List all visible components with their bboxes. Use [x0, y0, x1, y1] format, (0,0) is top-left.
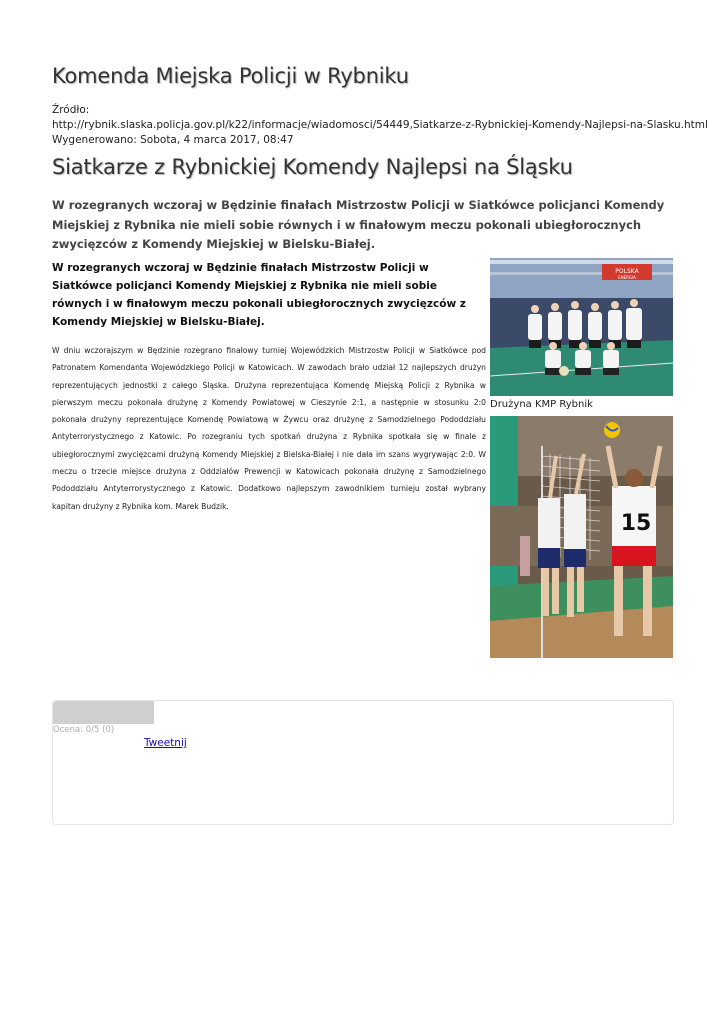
team-photo [490, 258, 673, 396]
source-url: http://rybnik.slaska.policja.gov.pl/k22/informacje/wiadomosci/54449,Siatkarze-z-Rybnickiej-Komendy-Najlepsi-na-Slasku.html [52, 119, 708, 131]
tweet-link[interactable]: Tweetnij [144, 737, 187, 749]
generated-date: Wygenerowano: Sobota, 4 marca 2017, 08:47 [52, 134, 294, 146]
banner-text-2: ENERGIA [618, 275, 636, 280]
rating-panel [52, 700, 674, 825]
article-lead-repeat: W rozegranych wczoraj w Będzinie finałach Mistrzostw Policji w Siatkówce policjanci Komendy Miejskiej z Rybnika nie mieli sobie równych i w finałowym meczu pokonali ubiegłorocznych zwycięzców z Komendy Miejskiej w Bielsku-Białej. [52, 262, 466, 328]
article-lead: W rozegranych wczoraj w Będzinie finałach Mistrzostw Policji w Siatkówce policjanci Komendy Miejskiej z Rybnika nie mieli sobie równych i w finałowym meczu pokonali ubiegłorocznych zwycięzców z Komendy Miejskiej w Bielsku-Białej. [52, 198, 665, 251]
photo-caption: Drużyna KMP Rybnik [490, 399, 593, 410]
rating-label: Ocena: 0/5 (0) [53, 725, 115, 735]
article-title: Siatkarze z Rybnickiej Komendy Najlepsi na Śląsku [52, 155, 573, 179]
source-label: Źródło: [52, 104, 90, 116]
jersey-number: 15 [620, 511, 652, 536]
banner-text: POLSKA [615, 268, 639, 275]
source-info [52, 103, 708, 148]
rating-stars-bar[interactable] [53, 701, 154, 724]
match-photo [490, 416, 673, 658]
site-title: Komenda Miejska Policji w Rybniku [52, 64, 409, 88]
article-body: W dniu wczorajszym w Będzinie rozegrano finałowy turniej Wojewódzkich Mistrzostw Policji w Siatkówce pod Patronatem Komendanta Wojewódzkiego Policji w Katowicach. W zawodach brało udział 12 najlepszych drużyn reprezentujących jednostki z całego Śląska. Drużyna reprezentująca Komendę Miejską Policji z Rybnika w pierwszym meczu pokonała drużynę z Komendy Powiatowej w Cieszynie 2:1, a następnie w stosunku 2:0 pokonała drużyny reprezentujące Komendę Powiatową w Żywcu oraz drużynę z Samodzielnego Pododdziału Antyterrorystycznego z Katowic. Po rozegraniu tych spotkań drużyna z Rybnika spotkała się w finale z ubiegłorocznymi zwycięzcami drużyną Komendy Miejskiej z Bielska-Białej i nie dała im szans wygrywając 2:0. W meczu o trzecie miejsce drużyna z Oddziałów Prewencji w Katowicach pokonała drużynę z Samodzielnego Pododdziału Antyterrorystycznego z Katowic. Dodatkowo najlepszym zawodnikiem turnieju został wybrany kapitan drużyny z Rybnika kom. Marek Budzik. [52, 346, 486, 511]
